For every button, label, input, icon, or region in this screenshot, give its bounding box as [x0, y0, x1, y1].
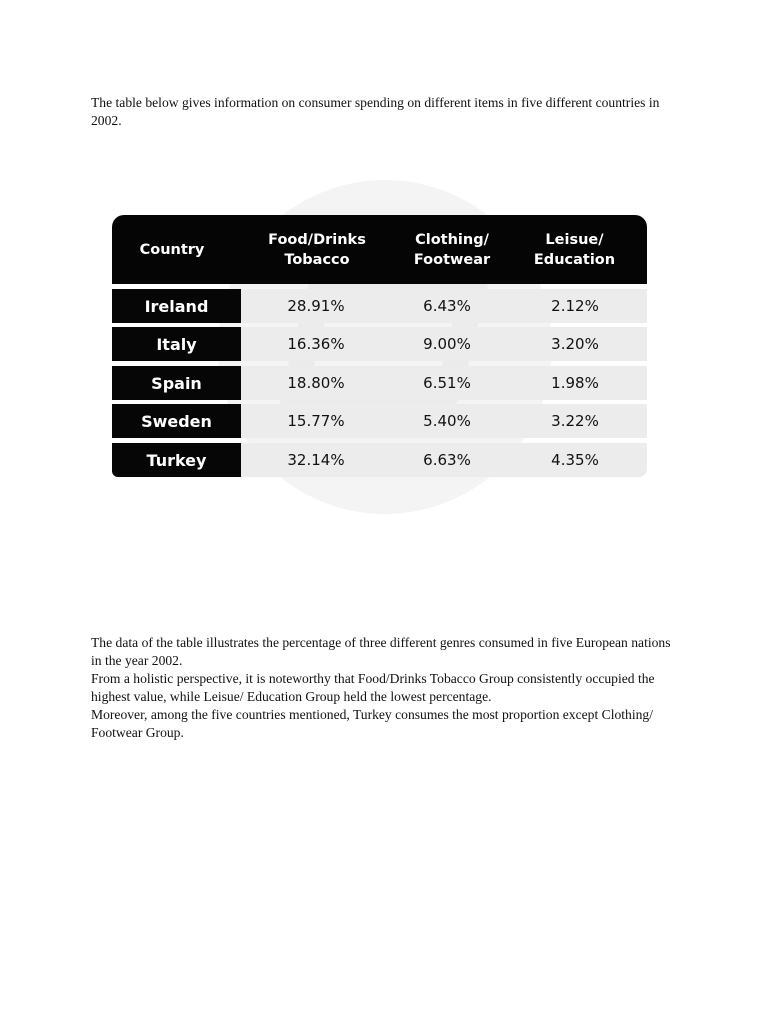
- clothing-value: 5.40%: [423, 412, 471, 430]
- food-value: 15.77%: [287, 412, 345, 430]
- country-cell: Ireland: [112, 289, 241, 323]
- food-value: 32.14%: [287, 451, 345, 469]
- leisure-value: 1.98%: [551, 374, 599, 392]
- table-row: [112, 289, 647, 323]
- intro-text: The table below gives information on consumer spending on different items in five different countries in 2002.: [91, 95, 660, 128]
- summary-paragraph: [91, 634, 681, 742]
- country-cell: Italy: [112, 327, 241, 361]
- table-header: [112, 215, 647, 284]
- country-cell: Turkey: [112, 443, 241, 477]
- header-food-drinks-tobacco: Food/Drinks Tobacco: [268, 231, 366, 268]
- country-cell: Sweden: [112, 404, 241, 438]
- table-row: [112, 327, 647, 361]
- food-value: 18.80%: [287, 374, 345, 392]
- clothing-value: 9.00%: [423, 335, 471, 353]
- header-country: Country: [139, 241, 205, 258]
- header-clothing-footwear: Clothing/ Footwear: [413, 231, 491, 268]
- country-cell: Spain: [112, 366, 241, 400]
- clothing-value: 6.43%: [423, 297, 471, 315]
- spending-table: [112, 215, 647, 477]
- clothing-value: 6.51%: [423, 374, 471, 392]
- summary-sentence-3: Moreover, among the five countries mentioned, Turkey consumes the most proportion except Clothing/ Footwear Group.: [91, 707, 653, 740]
- food-value: 28.91%: [287, 297, 345, 315]
- summary-sentence-1: The data of the table illustrates the percentage of three different genres consumed in five European nations in the year 2002.: [91, 635, 671, 668]
- summary-sentence-2: From a holistic perspective, it is noteworthy that Food/Drinks Tobacco Group consistently occupied the highest value, while Leisue/ Education Group held the lowest percentage.: [91, 671, 655, 704]
- clothing-value: 6.63%: [423, 451, 471, 469]
- table-row: [112, 366, 647, 400]
- table-row: [112, 443, 647, 477]
- leisure-value: 3.22%: [551, 412, 599, 430]
- header-leisure-education: Leisue/ Education: [533, 231, 616, 268]
- leisure-value: 4.35%: [551, 451, 599, 469]
- intro-paragraph: [91, 94, 681, 130]
- leisure-value: 3.20%: [551, 335, 599, 353]
- food-value: 16.36%: [287, 335, 345, 353]
- table-row: [112, 404, 647, 438]
- leisure-value: 2.12%: [551, 297, 599, 315]
